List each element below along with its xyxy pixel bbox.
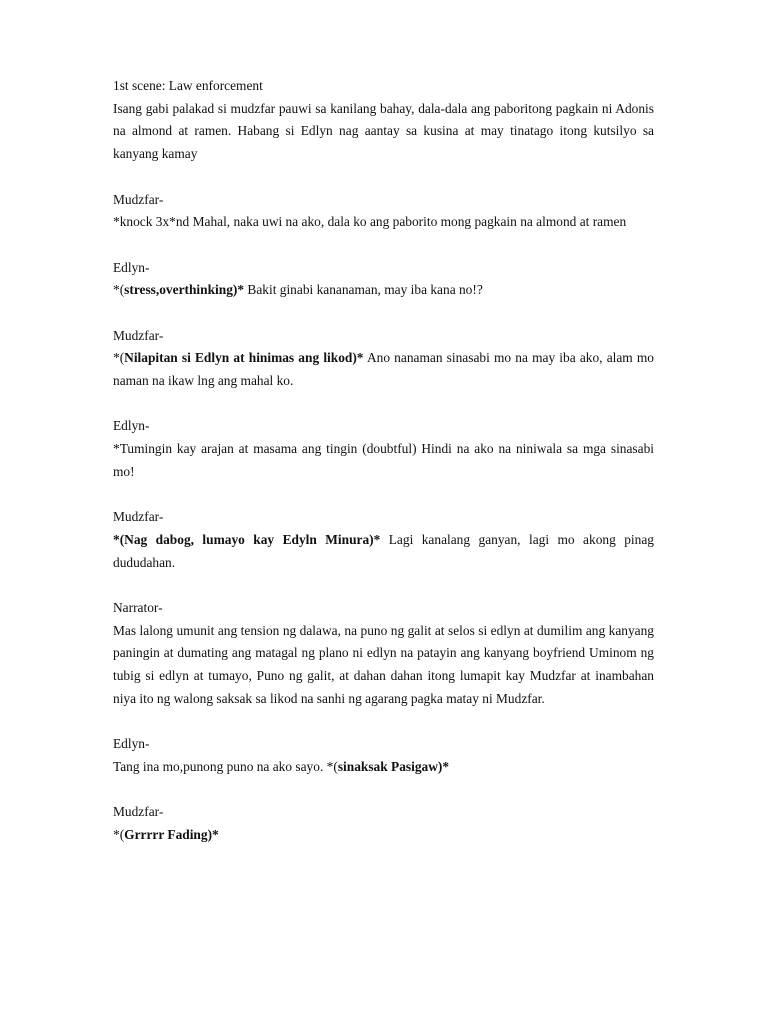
dialogue-line (113, 347, 654, 392)
speaker-label: Edlyn- (113, 736, 150, 752)
dialogue-line (113, 824, 654, 847)
stage-direction: Nilapitan si Edlyn at hinimas ang likod)* (124, 350, 364, 366)
speaker-label: Mudzfar- (113, 191, 164, 207)
stage-direction-prefix: *( (113, 350, 125, 366)
narration-paragraph: Mas lalong umunit ang tension ng dalawa, na puno ng galit at selos si edlyn at dumilim ang kanyang paningin at dumating ang matagal ng plano ni edlyn na patayin ang kanyang boyfriend Uminom ng tubig si edlyn at tumayo, Puno ng galit, at dahan dahan itong lumapit kay Mudzfar at inambahan niya ito ng walong saksak sa likod na sanhi ng agarang pagka matay ni Mudzfar. (113, 622, 654, 706)
intro-paragraph: Isang gabi palakad si mudzfar pauwi sa kanilang bahay, dala-dala ang paboritong pagkain ni Adonis na almond at ramen. Habang si Edlyn nag aantay sa kusina at may tinatago itong kutsilyo sa kanyang kamay (113, 100, 654, 162)
speaker-label: Mudzfar- (113, 509, 164, 525)
scene-title: 1st scene: Law enforcement (113, 78, 263, 93)
stage-direction-prefix: *( (113, 282, 125, 298)
dialogue-text: Tang ina mo,punong puno na ako sayo. *( (113, 758, 338, 774)
dialogue-line (113, 529, 654, 574)
speaker-label: Mudzfar- (113, 804, 164, 820)
speaker-label: Edlyn- (113, 259, 150, 275)
dialogue-line (113, 279, 654, 302)
stage-direction: stress,overthinking)* (124, 282, 245, 298)
dialogue-text: Ano nanaman sinasabi mo na may iba ako, alam mo naman na ikaw lng ang mahal ko. (113, 350, 654, 389)
dialogue-line (113, 211, 654, 234)
dialogue-text: *knock 3x*nd Mahal, naka uwi na ako, dala ko ang paborito mong pagkain na almond at ramen (113, 214, 627, 230)
dialogue-line (113, 756, 654, 779)
dialogue-text: Bakit ginabi kananaman, may iba kana no!? (244, 282, 483, 298)
document-page (113, 75, 654, 847)
stage-direction: sinaksak Pasigaw)* (337, 758, 450, 774)
speaker-label: Mudzfar- (113, 327, 164, 343)
speaker-label: Edlyn- (113, 418, 150, 434)
dialogue-text: *Tumingin kay arajan at masama ang tingin (doubtful) Hindi na ako na niniwala sa mga sinasabi mo! (113, 441, 654, 479)
speaker-label: Narrator- (113, 600, 163, 616)
stage-direction-prefix: *( (113, 827, 125, 843)
stage-direction: Grrrrr Fading)* (124, 827, 219, 843)
stage-direction: *(Nag dabog, lumayo kay Edyln Minura)* (113, 531, 381, 547)
dialogue-line (113, 438, 654, 483)
dialogue-text: Lagi kanalang ganyan, lagi mo akong pinag dududahan. (113, 531, 654, 570)
